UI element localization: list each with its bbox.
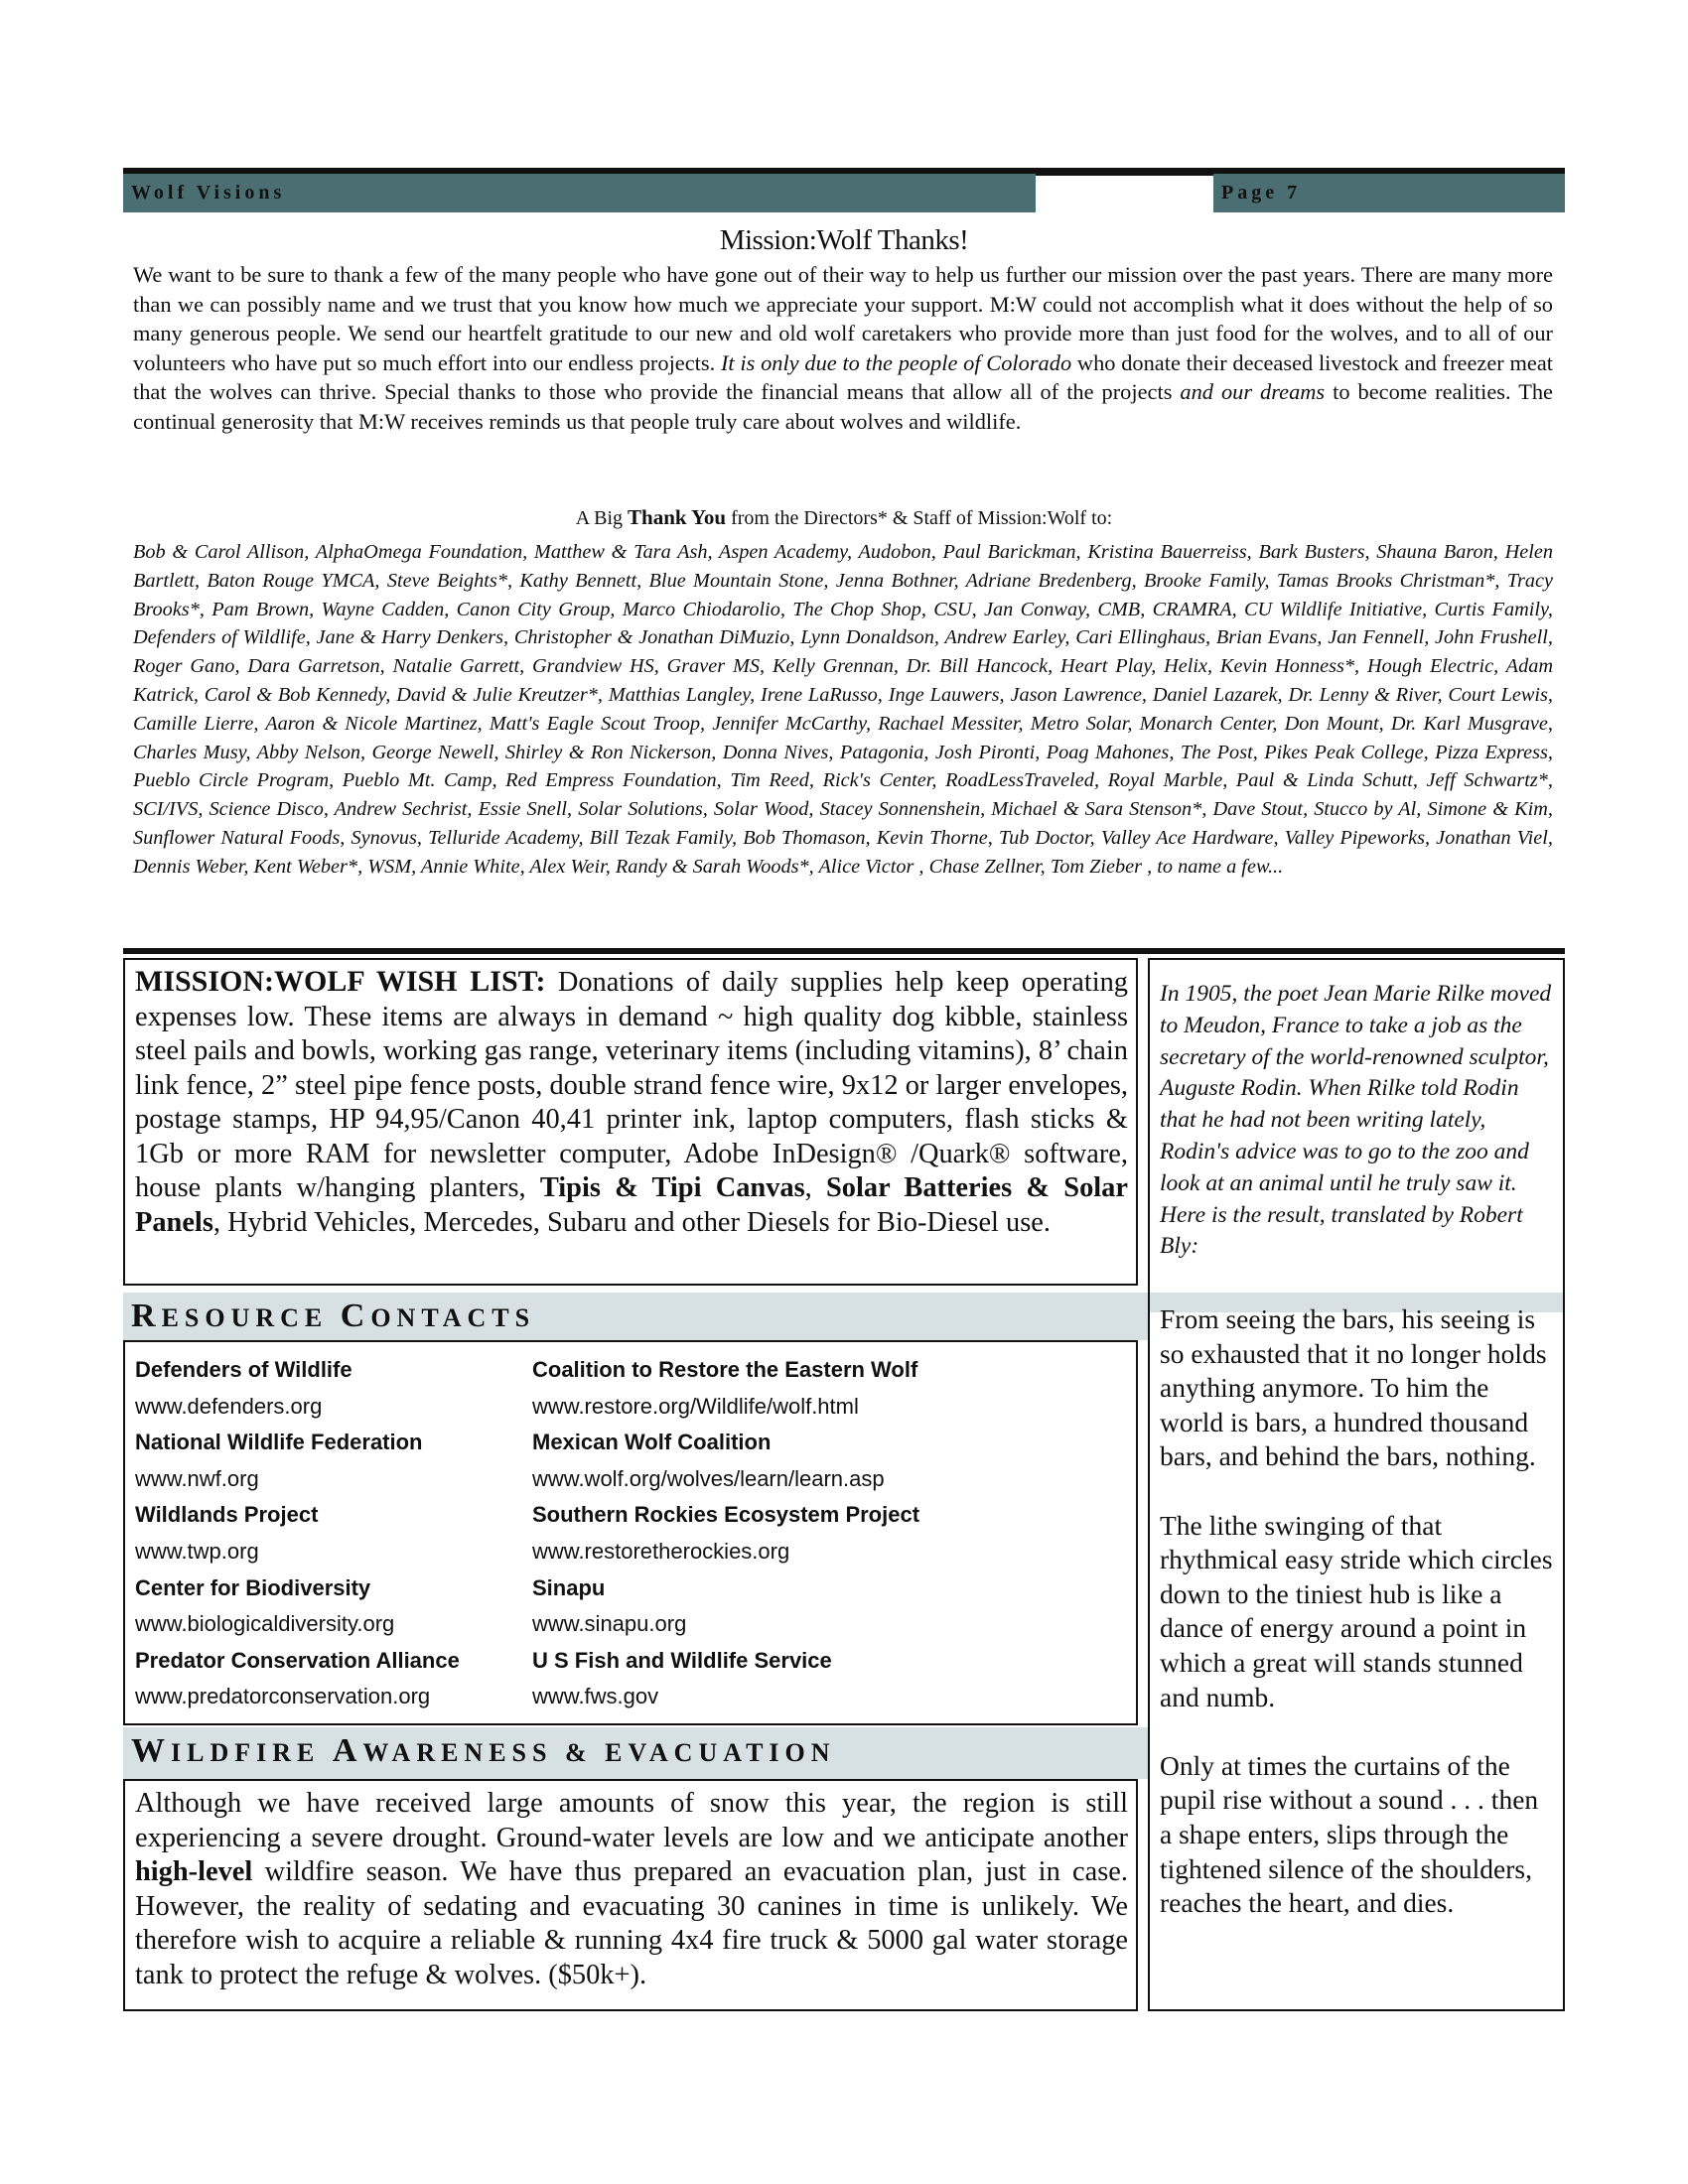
big-thanks-bold: Thank You (628, 505, 727, 529)
thanks-intro (133, 260, 1553, 436)
wishlist-bold-1: Tipis & Tipi Canvas (539, 1172, 805, 1203)
intro-text-1: We want to be sure to thank a few of the many people who have gone out of their way to help us further our mission over the past years. There are many more than we can possibly name and we trust that you know how much we appreciate your support. M:W could not accomplish what it does without the help of so many generous people. We send our heartfelt gratitude to our new and old wolf caretakers who provide more than just food for the wolves, and to all of our volunteers who have put so much effort into our endless projects. (133, 262, 1553, 375)
page-number: Page 7 (1221, 182, 1302, 204)
contact-org: National Wildlife Federation (135, 1430, 423, 1455)
page-title: Mission:Wolf Thanks! (719, 224, 969, 256)
header-divider (1036, 174, 1213, 176)
wishlist-body-2: , (804, 1172, 826, 1203)
wildfire-bold: high-level (135, 1856, 253, 1887)
rc-title-cap-2: C (340, 1297, 371, 1334)
rc-title-cap-1: R (131, 1297, 162, 1334)
poem-stanza: The lithe swinging of that rhythmical easy stride which circles down to the tiniest hub is like a dance of energy around a point in which a great will stands stunned and numb. (1160, 1509, 1553, 1712)
big-thanks-prefix: A Big (575, 507, 629, 529)
contact-org: Defenders of Wildlife (135, 1357, 352, 1382)
contact-org: Mexican Wolf Coalition (532, 1430, 772, 1455)
section-divider-rule (123, 948, 1565, 954)
wf-title-cap-1: W (131, 1732, 171, 1769)
wildfire-header (123, 1727, 1148, 1779)
contact-org: Wildlands Project (135, 1502, 319, 1528)
wf-title-rest-1: ILDFIRE (171, 1738, 333, 1767)
contact-org: U S Fish and Wildlife Service (532, 1647, 832, 1673)
big-thanks-suffix: from the Directors* & Staff of Mission:Wolf to: (726, 507, 1113, 529)
poem-stanza: Only at times the curtains of the pupil rise without a sound . . . then a shape enters, slips through the tightened silence of the shoulders, reaches the heart, and dies. (1160, 1749, 1539, 1919)
big-thanks-line (123, 502, 1565, 533)
intro-text-3: to become realities. The continual generosity that M:W receives reminds us that people truly care about wolves and wildlife. (133, 379, 1553, 434)
rc-title-rest-2: ONTACTS (370, 1303, 536, 1332)
contact-org: Coalition to Restore the Eastern Wolf (532, 1357, 918, 1382)
intro-italic-1: It is only due to the people of Colorado (720, 349, 1072, 375)
header-bar-left (123, 174, 1036, 212)
poem-stanza: From seeing the bars, his seeing is so exhausted that it no longer holds anything anymore. To him the world is bars, a hundred thousand bars, and behind the bars, nothing. (1160, 1303, 1547, 1472)
wildfire-text (135, 1787, 1128, 1992)
wishlist-heading: MISSION:WOLF WISH LIST: (135, 965, 546, 998)
wildfire-body-2: wildfire season. We have thus prepared an evacuation plan, just in case. However, the reality of sedating and evacuating 30 canines in time is unlikely. We therefore wish to acquire a reliable & running 4x4 fire truck & 5000 gal water storage tank to protect the refuge & wolves. ($50k+). (135, 1856, 1128, 1990)
resource-contacts-title (123, 1293, 1148, 1342)
contact-url: www.nwf.org (135, 1465, 259, 1491)
wf-title-rest-2: WARENESS & EVACUATION (362, 1738, 836, 1767)
header-bar-right (1213, 174, 1565, 212)
contact-url: www.biologicaldiversity.org (135, 1611, 395, 1637)
contact-org: Center for Biodiversity (135, 1574, 371, 1600)
contact-url: www.restore.org/Wildlife/wolf.html (532, 1393, 859, 1419)
contact-url: www.wolf.org/wolves/learn/learn.asp (532, 1465, 885, 1491)
wf-title-cap-2: A (332, 1732, 363, 1769)
wishlist-text (135, 965, 1128, 1240)
contact-url: www.defenders.org (135, 1393, 323, 1419)
contact-org: Southern Rockies Ecosystem Project (532, 1502, 920, 1528)
wildfire-title (123, 1727, 1148, 1777)
contact-url: www.fws.gov (532, 1684, 659, 1709)
resource-contacts-header (123, 1293, 1148, 1340)
contact-url: www.sinapu.org (532, 1611, 687, 1637)
resource-contacts-left-column (135, 1352, 522, 1715)
thanks-names-list: Bob & Carol Allison, AlphaOmega Foundation, Matthew & Tara Ash, Aspen Academy, Audobon, Paul Barickman, Kristina Bauerreiss, Bark Busters, Shauna Baron, Helen Bartlett, Baton Rouge YMCA, Steve Beights*, Kathy Bennett, Blue Mountain Stone, Jenna Bothner, Adriane Bredenberg, Brooke Family, Tamas Brooks Christman*, Tracy Brooks*, Pam Brown, Wayne Cadden, Canon City Group, Marco Chiodarolio, The Chop Shop, CSU, Jan Conway, CMB, CRAMRA, CU Wildlife Initiative, Curtis Family, Defenders of Wildlife, Jane & Harry Denkers, Christopher & Jonathan DiMuzio, Lynn Donaldson, Andrew Earley, Cari Ellinghaus, Brian Evans, Jan Fennell, John Frushell, Roger Gano, Dara Garretson, Natalie Garrett, Grandview HS, Graver MS, Kelly Grennan, Dr. Bill Hancock, Heart Play, Helix, Kevin Honness*, Hough Electric, Adam Katrick, Carol & Bob Kennedy, David & Julie Kreutzer*, Matthias Langley, Irene LaRusso, Inge Lauwers, Jason Lawrence, Daniel Lazarek, Dr. Lenny & River, Court Lewis, Camille Lierre, Aaron & Nicole Martinez, Matt's Eagle Scout Troop, Jennifer McCarthy, Rachael Messiter, Metro Solar, Monarch Center, Don Mount, Dr. Karl Musgrave, Charles Musy, Abby Nelson, George Newell, Shirley & Ron Nickerson, Donna Nives, Patagonia, Josh Pironti, Poag Mahones, The Post, Pikes Peak College, Pizza Express, Pueblo Circle Program, Pueblo Mt. Camp, Red Empress Foundation, Tim Reed, Rick's Center, RoadLessTraveled, Royal Marble, Paul & Linda Schutt, Jeff Schwartz*, SCI/IVS, Science Disco, Andrew Sechrist, Essie Snell, Solar Solutions, Solar Wood, Stacey Sonnenshein, Michael & Sara Stenson*, Dave Stout, Stucco by Al, Simone & Kim, Sunflower Natural Foods, Synovus, Telluride Academy, Bill Tezak Family, Bob Thomason, Kevin Thorne, Tub Doctor, Valley Ace Hardware, Valley Pipeworks, Jonathan Viel, Dennis Weber, Kent Weber*, WSM, Annie White, Alex Weir, Randy & Sarah Woods*, Alice Victor , Chase Zellner, Tom Zieber , to name a few... (133, 541, 1553, 878)
contact-org: Sinapu (532, 1574, 606, 1600)
contact-url: www.restoretherockies.org (532, 1538, 790, 1564)
wildfire-body-1: Although we have received large amounts of snow this year, the region is still experiencing a severe drought. Ground-water levels are low and we anticipate another (135, 1788, 1128, 1853)
contact-url: www.twp.org (135, 1538, 259, 1564)
wishlist-body-3: , Hybrid Vehicles, Mercedes, Subaru and other Diesels for Bio-Diesel use. (212, 1206, 1051, 1238)
intro-text-2: who donate their deceased livestock and freezer meat that the wolves can thrive. Special thanks to those who provide the financial means that allow all of the projects (133, 349, 1553, 404)
rilke-intro: In 1905, the poet Jean Marie Rilke moved to Meudon, France to take a job as the secretary of the world-renowned sculptor, Auguste Rodin. When Rilke told Rodin that he had not been writing lately, Rodin's advice was to go to the zoo and look at an animal until he truly saw it. Here is the result, translated by Robert Bly: (1160, 981, 1552, 1260)
contact-url: www.predatorconservation.org (135, 1684, 431, 1709)
rilke-poem (1160, 1302, 1557, 1955)
contact-org: Predator Conservation Alliance (135, 1647, 460, 1673)
wishlist-body-1: Donations of daily supplies help keep operating expenses low. These items are always in demand ~ high quality dog kibble, stainless steel pails and bowls, working gas range, veterinary items (including vitamins), 8’ chain link fence, 2” steel pipe fence posts, double strand fence wire, 9x12 or larger envelopes, postage stamps, HP 94,95/Canon 40,41 printer ink, laptop computers, flash sticks & 1Gb or more RAM for newsletter computer, Adobe InDesign® /Quark® software, house plants w/hanging planters, (135, 967, 1128, 1203)
rc-title-rest-1: ESOURCE (161, 1303, 341, 1332)
intro-italic-2: and our dreams (1180, 379, 1326, 404)
wishlist-bold-2: Solar Batteries & Solar Panels (135, 1172, 1128, 1238)
newsletter-name: Wolf Visions (131, 182, 286, 204)
resource-contacts-right-column (532, 1352, 1128, 1715)
